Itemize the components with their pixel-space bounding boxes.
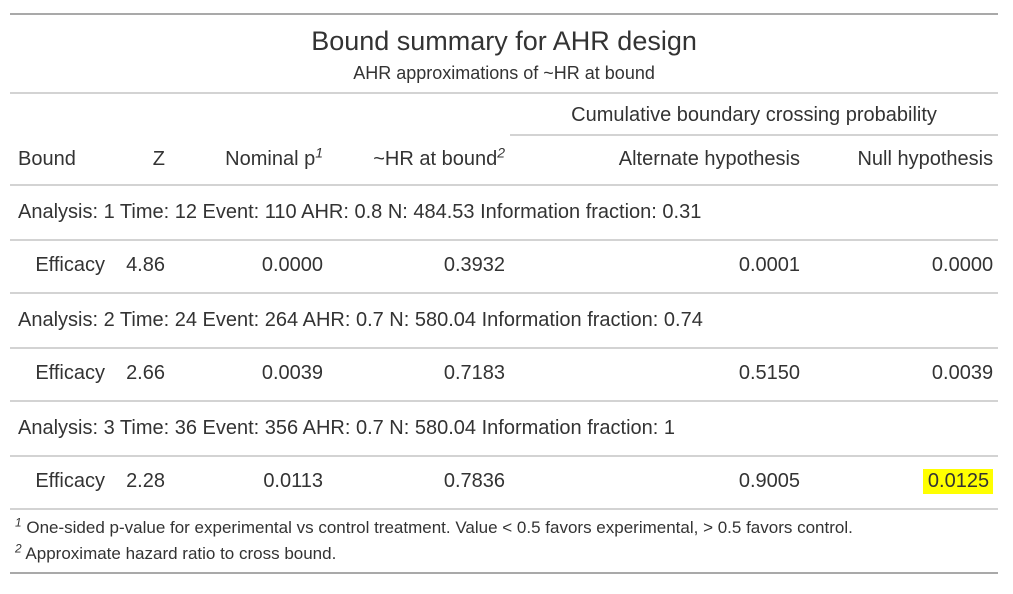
cell-null-hypothesis: 0.0039 [805,348,998,401]
column-header-hr-at-bound: ~HR at bound$^2$ [328,135,510,185]
cell-null-hypothesis [805,456,998,509]
column-header-alternate-hypothesis: Alternate hypothesis [510,135,805,185]
analysis-1-group-row [10,185,998,240]
analysis-3-group-label: Analysis: 3 Time: 36 Event: 356 AHR: 0.7 N: 580.04 Information fraction: 1 [10,401,998,456]
table-heading [10,14,998,93]
cell-bound: Efficacy [10,240,110,293]
cell-bound: Efficacy [10,348,110,401]
cell-hr-at-bound: 0.7836 [328,456,510,509]
cell-null-hypothesis: 0.0000 [805,240,998,293]
table-row [10,348,998,401]
table-subtitle: AHR approximations of ~HR at bound [353,63,655,83]
bound-summary-table [10,13,998,574]
analysis-2-group-label: Analysis: 2 Time: 24 Event: 264 AHR: 0.7 N: 580.04 Information fraction: 0.74 [10,293,998,348]
cell-z: 4.86 [110,240,170,293]
cell-bound: Efficacy [10,456,110,509]
analysis-2-group-row [10,293,998,348]
column-spanner: Cumulative boundary crossing probability [510,93,998,135]
cell-nominal-p: 0.0039 [170,348,328,401]
column-header-nominal-p: Nominal $p^1$ [170,135,328,185]
cell-alternate-hypothesis: 0.9005 [510,456,805,509]
cell-alternate-hypothesis: 0.0001 [510,240,805,293]
footnote-1: $^1$ One-sided p-value for experimental vs control treatment. Value < 0.5 favors experimental, > 0.5 favors control. [15,515,853,537]
cell-hr-at-bound: 0.3932 [328,240,510,293]
footnote-row-1 [10,509,998,541]
cell-nominal-p: 0.0113 [170,456,328,509]
column-header-bound: Bound [10,135,110,185]
cell-z: 2.66 [110,348,170,401]
footnote-2: $^2$ Approximate hazard ratio to cross bound. [15,541,337,563]
footnote-mark-1: 1 [315,144,323,161]
table-row [10,456,998,509]
column-header-null-hypothesis: Null hypothesis [805,135,998,185]
highlighted-value: 0.0125 [923,469,993,494]
analysis-1-group-label: Analysis: 1 Time: 12 Event: 110 AHR: 0.8 N: 484.53 Information fraction: 0.31 [10,185,998,240]
cell-z: 2.28 [110,456,170,509]
cell-nominal-p: 0.0000 [170,240,328,293]
column-header-z: Z [110,135,170,185]
cell-alternate-hypothesis: 0.5150 [510,348,805,401]
spanner-spacer [10,93,510,135]
footnote-mark-2: 2 [497,144,505,161]
analysis-3-group-row [10,401,998,456]
footnote-row-2 [10,541,998,573]
table-title: Bound summary for AHR design [311,26,697,56]
table-row [10,240,998,293]
cell-hr-at-bound: 0.7183 [328,348,510,401]
